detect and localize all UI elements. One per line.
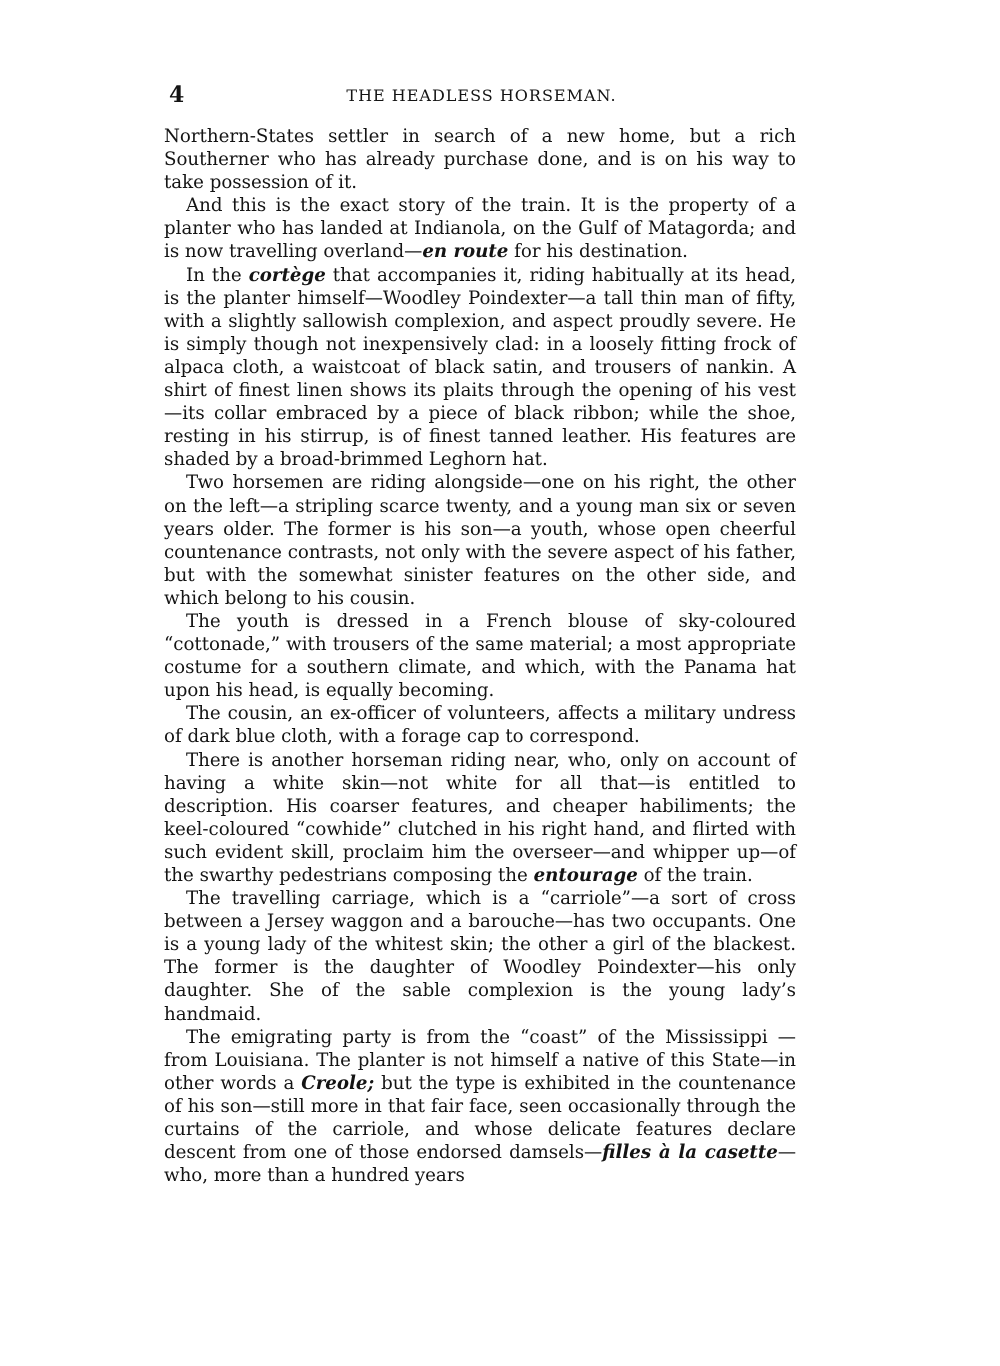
- paragraph: [164, 471, 796, 610]
- paragraph: [164, 125, 796, 194]
- paragraph: [164, 610, 796, 702]
- paragraph: [164, 264, 796, 472]
- page-number: 4: [169, 82, 185, 108]
- paragraph-text: The cousin, an ex-officer of volunteers, affects a military undress of dark blue cloth, with a forage cap to correspond.: [164, 703, 796, 748]
- paragraph-text: —who, more than a hundred years: [164, 1142, 796, 1187]
- paragraph: [164, 702, 796, 748]
- paragraph-text: The emigrating party is from the “coast” of the Mississippi —from Louisiana. The planter is not himself a native of this State—in other words a: [164, 1026, 796, 1094]
- paragraph: [164, 749, 796, 888]
- paragraph-text: of the train.: [637, 865, 753, 886]
- paragraph-text: that accompanies it, riding habitually at its head, is the planter himself—Woodley Poindexter—a tall thin man of fifty, with a slightly sallowish complexion, and aspect proudly severe. He is simply though not inexpensively clad: in a loosely fitting frock of alpaca cloth, a waistcoat of black satin, and trousers of nankin. A shirt of finest linen shows its plaits through the opening of his vest—its collar embraced by a piece of black ribbon; while the shoe, resting in his stirrup, is of finest tanned leather. His features are shaded by a broad-brimmed Leghorn hat.: [164, 264, 796, 471]
- paragraph-text: Northern-States settler in search of a new home, but a rich Southerner who has already purchase done, and is on his way to take possession of it.: [164, 126, 796, 194]
- italic-phrase: filles à la casette: [602, 1142, 778, 1164]
- paragraph-text: for his destination.: [508, 241, 688, 263]
- italic-phrase: cortège: [248, 264, 326, 286]
- running-title: THE HEADLESS HORSEMAN.: [346, 86, 617, 105]
- italic-phrase: Creole;: [301, 1072, 375, 1094]
- italic-phrase: entourage: [533, 865, 638, 886]
- paragraph-text: Two horsemen are riding alongside—one on his right, the other on the left—a stripling scarce twenty, and a young man six or seven years older. The former is his son—a youth, whose open cheerful countenance contrasts, not only with the severe aspect of his father, but with the somewhat sinister features on the other side, and which belong to his cousin.: [164, 472, 796, 609]
- body-text: [164, 125, 796, 1187]
- paragraph-text: There is another horseman riding near, who, only on account of having a white skin—not white for all that—is entitled to description. His coarser features, and cheaper habiliments; the keel-coloured “cowhide” clutched in his right hand, and flirted with such evident skill, proclaim him the overseer—and whipper up—of the swarthy pedestrians composing the: [164, 749, 796, 886]
- page-header: [163, 80, 800, 110]
- paragraph-text: In the: [186, 264, 249, 286]
- paragraph-text: The youth is dressed in a French blouse of sky-coloured “cottonade,” with trousers of the same material; a most appropriate costume for a southern climate, and which, with the Panama hat upon his head, is equally becoming.: [164, 610, 796, 702]
- paragraph-text: And this is the exact story of the train. It is the property of a planter who has landed at Indianola, on the Gulf of Matagorda; and is now travelling overland—: [164, 195, 796, 263]
- italic-phrase: en route: [422, 241, 509, 263]
- paragraph: [164, 887, 796, 1026]
- paragraph: [164, 194, 796, 263]
- paragraph-text: The travelling carriage, which is a “carriole”—a sort of cross between a Jersey waggon and a barouche—has two occupants. One is a young lady of the whitest skin; the other a girl of the blackest. The former is the daughter of Woodley Poindexter—his only daughter. She of the sable complexion is the young lady’s handmaid.: [164, 888, 796, 1025]
- paragraph-text: but the type is exhibited in the countenance of his son—still more in that fair face, seen occasionally through the curtains of the carriole, and whose delicate features declare descent from one of those endorsed damsels—: [164, 1072, 796, 1164]
- paragraph: [164, 1026, 796, 1188]
